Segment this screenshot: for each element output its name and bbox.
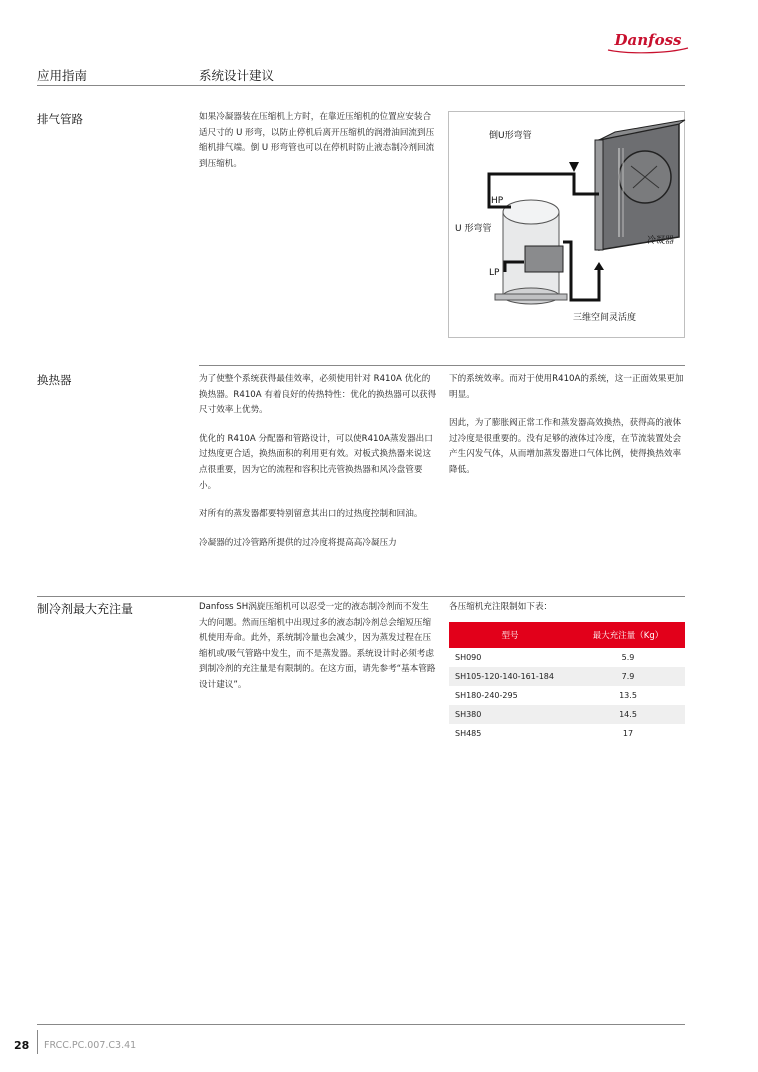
footer-rule bbox=[37, 1024, 685, 1025]
charge-text: Danfoss SH涡旋压缩机可以忍受一定的液态制冷剂而不发生大的问题。然而压缩机中出现过多的液态制冷剂总会缩短压缩机使用寿命。此外，系统制冷量也会减少，因为蒸发过程在压缩机或/吸气管路中发生，而不是蒸发器。系统设计时必须考虑到制冷剂的充注量是有限制的。在这方面，请先参考“基本管路设计建议”。 bbox=[199, 602, 436, 690]
hx-para-2: 优化的 R410A 分配器和管路设计，可以使R410A蒸发器出口过热度更合适，换热面积的利用更有效。对板式换热器来说这点很重要，因为它的流程和容积比壳管换热器和风冷盘管要小。 bbox=[199, 433, 433, 491]
charge-title: 制冷剂最大充注量 bbox=[37, 602, 134, 616]
label-lp: LP bbox=[489, 268, 500, 278]
page-number: 28 bbox=[14, 1039, 30, 1052]
heat-exchanger-title: 换热器 bbox=[37, 373, 72, 387]
heat-exchanger-col1 bbox=[199, 372, 437, 564]
table-row bbox=[449, 686, 685, 705]
table-row bbox=[449, 705, 685, 724]
hx-para-1: 为了使整个系统获得最佳效率，必须使用针对 R410A 优化的换热器。R410A 有着良好的传热特性：优化的换热器可以获得尺寸效率上优势。 bbox=[199, 374, 437, 416]
section-rule-3 bbox=[37, 596, 685, 597]
page-title: 系统设计建议 bbox=[199, 68, 275, 83]
hx-para-3: 对所有的蒸发器都要特别留意其出口的过热度控制和回油。 bbox=[199, 509, 423, 520]
cell-charge: 14.5 bbox=[571, 705, 685, 724]
cell-charge: 17 bbox=[622, 729, 634, 738]
discharge-text: 如果冷凝器装在压缩机上方时，在靠近压缩机的位置应安装合适尺寸的 U 形弯，以防止停机后离开压缩机的润滑油回流到压缩机排气端。倒 U 形弯管也可以在停机时防止液态制冷剂回流到压缩机。 bbox=[199, 112, 435, 169]
table-row bbox=[449, 667, 685, 686]
cell-model: SH180-240-295 bbox=[455, 691, 518, 700]
label-u-bend: U 形弯管 bbox=[455, 224, 492, 234]
condenser-unit bbox=[595, 120, 685, 250]
cell-model: SH485 bbox=[455, 729, 482, 738]
suction-pipe bbox=[563, 242, 599, 300]
label-hp: HP bbox=[491, 196, 504, 206]
hx-para-6: 因此，为了膨胀阀正常工作和蒸发器高效换热，获得高的液体过冷度是很重要的。没有足够的液体过冷度，在节流装置处会产生闪发气体，从而增加蒸发器进口气体比例，使得换热效率降低。 bbox=[449, 418, 682, 475]
header-model: 型号 bbox=[449, 622, 571, 648]
cell-model: SH090 bbox=[455, 653, 482, 662]
table-row bbox=[449, 648, 685, 667]
footer-divider bbox=[37, 1030, 38, 1054]
header-rule bbox=[37, 85, 685, 86]
hx-para-4: 冷凝器的过冷管路所提供的过冷度将提高高冷凝压力 bbox=[199, 537, 397, 548]
cell-charge: 13.5 bbox=[619, 691, 637, 700]
table-row bbox=[449, 724, 685, 743]
discharge-figure bbox=[448, 111, 685, 338]
section-rule-2 bbox=[199, 365, 685, 366]
document-code: FRCC.PC.007.C3.41 bbox=[44, 1040, 137, 1051]
cell-model: SH105-120-140-161-184 bbox=[449, 667, 571, 686]
cell-model: SH380 bbox=[449, 705, 571, 724]
cell-charge: 7.9 bbox=[571, 667, 685, 686]
compressor bbox=[495, 200, 567, 304]
label-condenser: 冷凝器 bbox=[647, 236, 675, 246]
charge-limit-table bbox=[449, 622, 685, 743]
label-inverted-u: 倒U形弯管 bbox=[489, 131, 532, 141]
danfoss-logo bbox=[606, 28, 690, 56]
brand-name: Danfoss bbox=[614, 31, 682, 49]
table-header-row bbox=[449, 622, 685, 648]
section-label: 应用指南 bbox=[37, 68, 88, 83]
cell-charge: 5.9 bbox=[621, 653, 635, 662]
table-intro: 各压缩机充注限制如下表： bbox=[449, 602, 553, 612]
header-max-charge: 最大充注量（Kg） bbox=[571, 622, 685, 648]
discharge-title: 排气管路 bbox=[37, 112, 83, 126]
hx-para-5: 下的系统效率。而对于使用R410A的系统，这一正面效果更加明显。 bbox=[449, 374, 684, 400]
label-3d-flexibility: 三维空间灵活度 bbox=[573, 313, 637, 323]
heat-exchanger-col2 bbox=[449, 372, 685, 492]
charge-table-wrap bbox=[449, 622, 685, 743]
